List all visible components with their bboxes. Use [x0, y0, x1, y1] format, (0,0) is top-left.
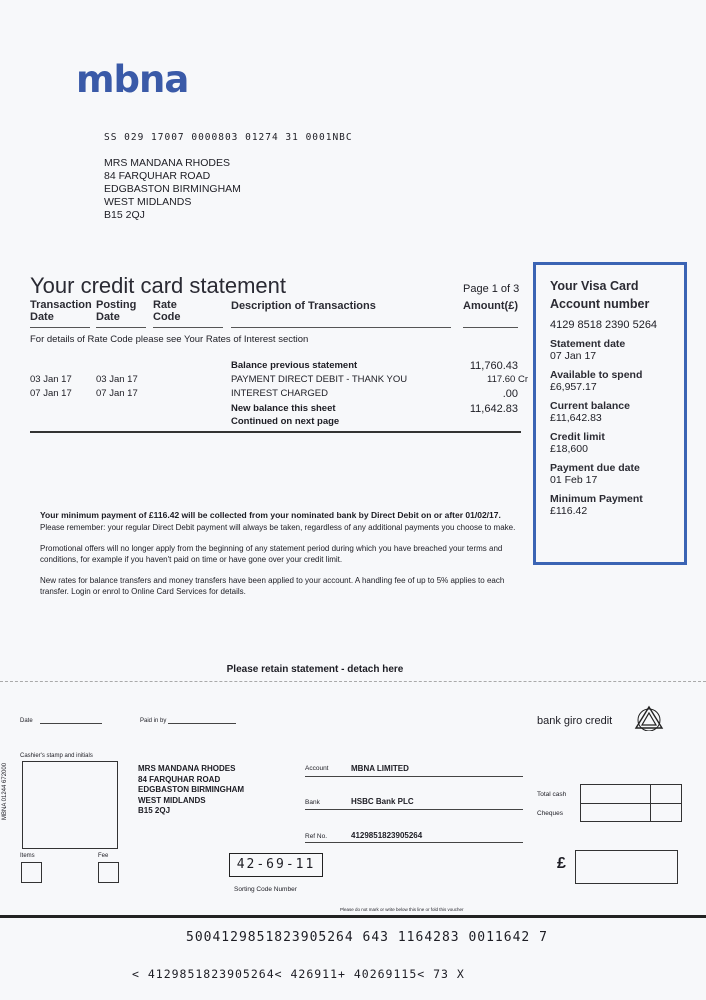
header-text: Posting	[96, 299, 137, 311]
pound-sign: £	[557, 855, 566, 872]
divider	[231, 327, 451, 328]
slip-address-line: 84 FARQUHAR ROAD	[138, 774, 221, 784]
slip-address-line: WEST MIDLANDS	[138, 795, 206, 805]
header-posting-date	[96, 299, 136, 323]
header-text: Date	[30, 311, 54, 323]
row-description: INTEREST CHARGED	[231, 388, 328, 399]
side-code: MBNA 01244 672000	[2, 762, 8, 820]
notices	[40, 510, 520, 597]
cashier-stamp-label: Cashier's stamp and initials	[20, 753, 93, 759]
cashier-stamp-box	[22, 761, 118, 849]
row-amount: 11,642.83	[469, 403, 518, 415]
page-indicator: Page 1 of 3	[463, 283, 520, 295]
account-line	[305, 776, 523, 777]
header-amount: Amount(£)	[463, 300, 518, 312]
row-description: New balance this sheet	[231, 403, 336, 414]
header-text: Rate	[153, 299, 177, 311]
ref-no-line	[305, 842, 523, 843]
header-rate-code	[153, 299, 181, 323]
summary-value: 01 Feb 17	[550, 474, 598, 486]
row-amount: .00	[502, 388, 518, 400]
divider	[96, 327, 146, 328]
fee-box[interactable]	[98, 862, 119, 883]
promo-notice: Promotional offers will no longer apply from the beginning of any statement period during which you have breached your terms and conditions, for example if you haven't paid on time or have gone over your credit limit.	[40, 544, 503, 564]
divider	[153, 327, 223, 328]
fee-label: Fee	[98, 853, 109, 859]
summary-value: £116.42	[550, 505, 588, 517]
paid-in-by-line	[168, 723, 236, 724]
ref-no-value: 4129851823905264	[351, 831, 423, 840]
summary-label: Payment due date	[550, 462, 640, 474]
cheques-label: Cheques	[537, 810, 564, 817]
header-text: Code	[153, 311, 181, 323]
row-transaction-date: 07 Jan 17	[30, 388, 72, 399]
summary-label: Credit limit	[550, 431, 605, 443]
row-posting-date: 07 Jan 17	[96, 388, 138, 399]
summary-value: £6,957.17	[550, 381, 597, 393]
bank-label: Bank	[305, 799, 320, 806]
header-text: Date	[96, 311, 120, 323]
divider	[650, 784, 651, 822]
row-amount: 117.60 Cr	[486, 374, 528, 385]
divider	[30, 327, 90, 328]
rate-code-note: For details of Rate Code please see Your Rates of Interest section	[30, 334, 309, 345]
items-box[interactable]	[21, 862, 42, 883]
statement-title: Your credit card statement	[30, 273, 286, 298]
row-transaction-date: 03 Jan 17	[30, 374, 72, 385]
detach-instruction: Please retain statement - detach here	[226, 664, 404, 675]
do-not-mark-note: Please do not mark or write below this line or fold this voucher	[340, 907, 464, 912]
account-number: 4129 8518 2390 5264	[550, 319, 658, 331]
summary-label: Minimum Payment	[550, 493, 643, 505]
slip-address-line: EDGBASTON BIRMINGHAM	[138, 785, 245, 794]
bank-logo-icon	[634, 705, 664, 731]
table-bottom-rule	[30, 431, 521, 433]
header-description: Description of Transactions	[231, 300, 376, 312]
address-line: EDGBASTON BIRMINGHAM	[104, 183, 241, 195]
items-label: Items	[20, 853, 35, 859]
slip-address	[138, 764, 244, 817]
scan-line	[0, 915, 706, 918]
date-field-line	[40, 723, 102, 724]
sort-code-label: Sorting Code Number	[234, 886, 297, 893]
reference-line: SS 029 17007 0000803 01274 31 0001NBC	[104, 132, 353, 143]
bank-value: HSBC Bank PLC	[351, 797, 414, 806]
summary-subtitle: Account number	[550, 297, 650, 311]
micr-line-2: < 4129851823905264< 426911+ 40269115< 73 X	[132, 967, 465, 981]
bank-line	[305, 809, 523, 810]
summary-value: £18,600	[550, 443, 588, 455]
row-description: Continued on next page	[231, 416, 340, 427]
account-summary-box	[533, 262, 687, 565]
triangle-logo-icon	[634, 705, 664, 731]
summary-value: 07 Jan 17	[550, 350, 597, 362]
summary-value: £11,642.83	[550, 412, 602, 424]
sort-code-box: 42-69-11	[229, 853, 323, 877]
customer-address	[104, 157, 241, 222]
row-amount: 11,760.43	[469, 360, 518, 372]
date-label: Date	[20, 718, 33, 724]
total-cash-label: Total cash	[537, 791, 567, 798]
customer-name: MRS MANDANA RHODES	[104, 157, 231, 169]
slip-customer-name: MRS MANDANA RHODES	[138, 764, 236, 773]
rates-notice: New rates for balance transfers and money transfers have been applied to your account. A handling fee of up to 5% applies to each transfer. Login or enrol to Online Card Services for details.	[40, 576, 505, 596]
perforation-line	[0, 681, 706, 682]
summary-label: Statement date	[550, 338, 626, 350]
header-text: Transaction	[30, 299, 92, 311]
address-line: 84 FARQUHAR ROAD	[104, 170, 211, 182]
bank-giro-credit-title: bank giro credit	[537, 715, 613, 727]
divider	[580, 803, 682, 804]
micr-line-1: 5004129851823905264 643 1164283 0011642 7	[186, 930, 548, 945]
summary-title: Your Visa Card	[550, 279, 639, 293]
summary-label: Available to spend	[550, 369, 643, 381]
row-posting-date: 03 Jan 17	[96, 374, 138, 385]
address-line: WEST MIDLANDS	[104, 196, 192, 208]
row-description: Balance previous statement	[231, 360, 358, 371]
amount-box[interactable]	[575, 850, 678, 884]
address-line: B15 2QJ	[104, 209, 145, 221]
mbna-logo: mbna	[76, 58, 189, 101]
remember-notice: Please remember: your regular Direct Debit payment will always be taken, regardless of any additional payments you choose to make.	[40, 523, 516, 532]
account-label: Account	[305, 765, 329, 772]
divider	[463, 327, 518, 328]
header-transaction-date	[30, 299, 92, 323]
min-payment-notice: Your minimum payment of £116.42 will be collected from your nominated bank by Direct Debit on or after 01/02/17.	[40, 510, 501, 520]
summary-label: Current balance	[550, 400, 630, 412]
slip-address-line: B15 2QJ	[138, 806, 171, 815]
account-value: MBNA LIMITED	[351, 764, 409, 773]
paid-in-by-label: Paid in by	[140, 718, 167, 724]
row-description: PAYMENT DIRECT DEBIT - THANK YOU	[231, 374, 408, 385]
ref-no-label: Ref No.	[305, 833, 328, 840]
